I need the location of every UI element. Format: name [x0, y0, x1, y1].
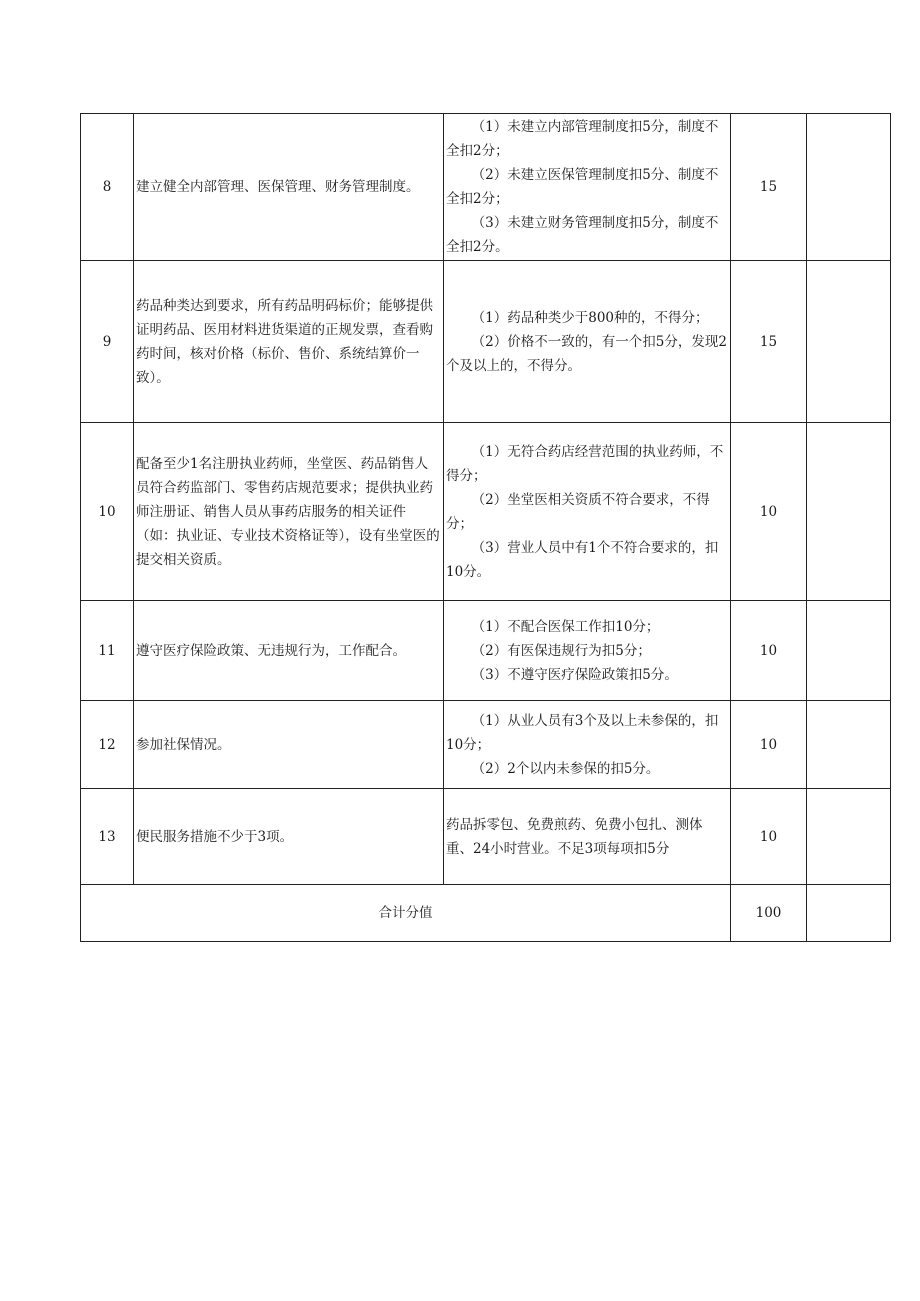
item-number: 12 [81, 701, 134, 789]
requirement-cell: 便民服务措施不少于3项。 [134, 789, 444, 885]
requirement-cell: 配备至少1名注册执业药师，坐堂医、药品销售人员符合药监部门、零售药店规范要求；提供执业药师注册证、销售人员从事药店服务的相关证件（如：执业证、专业技术资格证等），设有坐堂医的提交相关资质。 [134, 423, 444, 601]
criteria-item: 药品拆零包、免费煎药、免费小包扎、测体重、24小时营业。不足3项每项扣5分 [446, 816, 703, 857]
scoring-table [80, 113, 891, 942]
actual-score-cell [807, 601, 891, 701]
points-cell: 15 [731, 114, 807, 261]
criteria-item: （3）不遵守医疗保险政策扣5分。 [471, 666, 678, 683]
points-cell: 10 [731, 789, 807, 885]
criteria-item: （2）坐堂医相关资质不符合要求，不得分； [446, 491, 710, 532]
criteria-item: （1）未建立内部管理制度扣5分，制度不全扣2分； [446, 119, 719, 159]
total-row [81, 885, 891, 942]
table-row [81, 789, 891, 885]
requirement-cell: 药品种类达到要求，所有药品明码标价；能够提供证明药品、医用材料进货渠道的正规发票，查看购药时间，核对价格（标价、售价、系统结算价一致）。 [134, 261, 444, 423]
points-cell: 10 [731, 701, 807, 789]
actual-score-cell [807, 423, 891, 601]
table-row [81, 701, 891, 789]
criteria-cell [444, 423, 731, 601]
criteria-item: （1）从业人员有3个及以上未参保的，扣10分； [446, 712, 719, 753]
points-cell: 15 [731, 261, 807, 423]
criteria-item: （3）未建立财务管理制度扣5分，制度不全扣2分。 [446, 215, 719, 255]
criteria-cell [444, 701, 731, 789]
actual-score-cell [807, 789, 891, 885]
criteria-cell [444, 601, 731, 701]
table-row [81, 261, 891, 423]
criteria-cell [444, 114, 731, 261]
actual-score-cell [807, 261, 891, 423]
requirement-cell: 参加社保情况。 [134, 701, 444, 789]
item-number: 11 [81, 601, 134, 701]
item-number: 8 [81, 114, 134, 261]
criteria-cell [444, 789, 731, 885]
total-label: 合计分值 [81, 885, 731, 942]
points-cell: 10 [731, 601, 807, 701]
item-number: 9 [81, 261, 134, 423]
criteria-item: （2）未建立医保管理制度扣5分、制度不全扣2分； [446, 167, 719, 207]
actual-score-cell [807, 114, 891, 261]
item-number: 13 [81, 789, 134, 885]
criteria-item: （2）有医保违规行为扣5分； [471, 642, 651, 659]
total-points: 100 [731, 885, 807, 942]
criteria-cell [444, 261, 731, 423]
points-cell: 10 [731, 423, 807, 601]
table-row [81, 423, 891, 601]
criteria-item: （1）不配合医保工作扣10分； [471, 618, 660, 635]
total-actual-score-cell [807, 885, 891, 942]
table-row [81, 114, 891, 261]
criteria-item: （1）药品种类少于800种的，不得分； [471, 309, 709, 326]
criteria-item: （2）价格不一致的，有一个扣5分，发现2个及以上的，不得分。 [446, 333, 727, 374]
requirement-cell: 建立健全内部管理、医保管理、财务管理制度。 [134, 114, 444, 261]
table-row [81, 601, 891, 701]
item-number: 10 [81, 423, 134, 601]
criteria-item: （3）营业人员中有1个不符合要求的，扣10分。 [446, 539, 719, 580]
criteria-item: （1）无符合药店经营范围的执业药师，不得分； [446, 443, 724, 484]
criteria-item: （2）2个以内未参保的扣5分。 [471, 760, 660, 777]
requirement-cell: 遵守医疗保险政策、无违规行为，工作配合。 [134, 601, 444, 701]
actual-score-cell [807, 701, 891, 789]
